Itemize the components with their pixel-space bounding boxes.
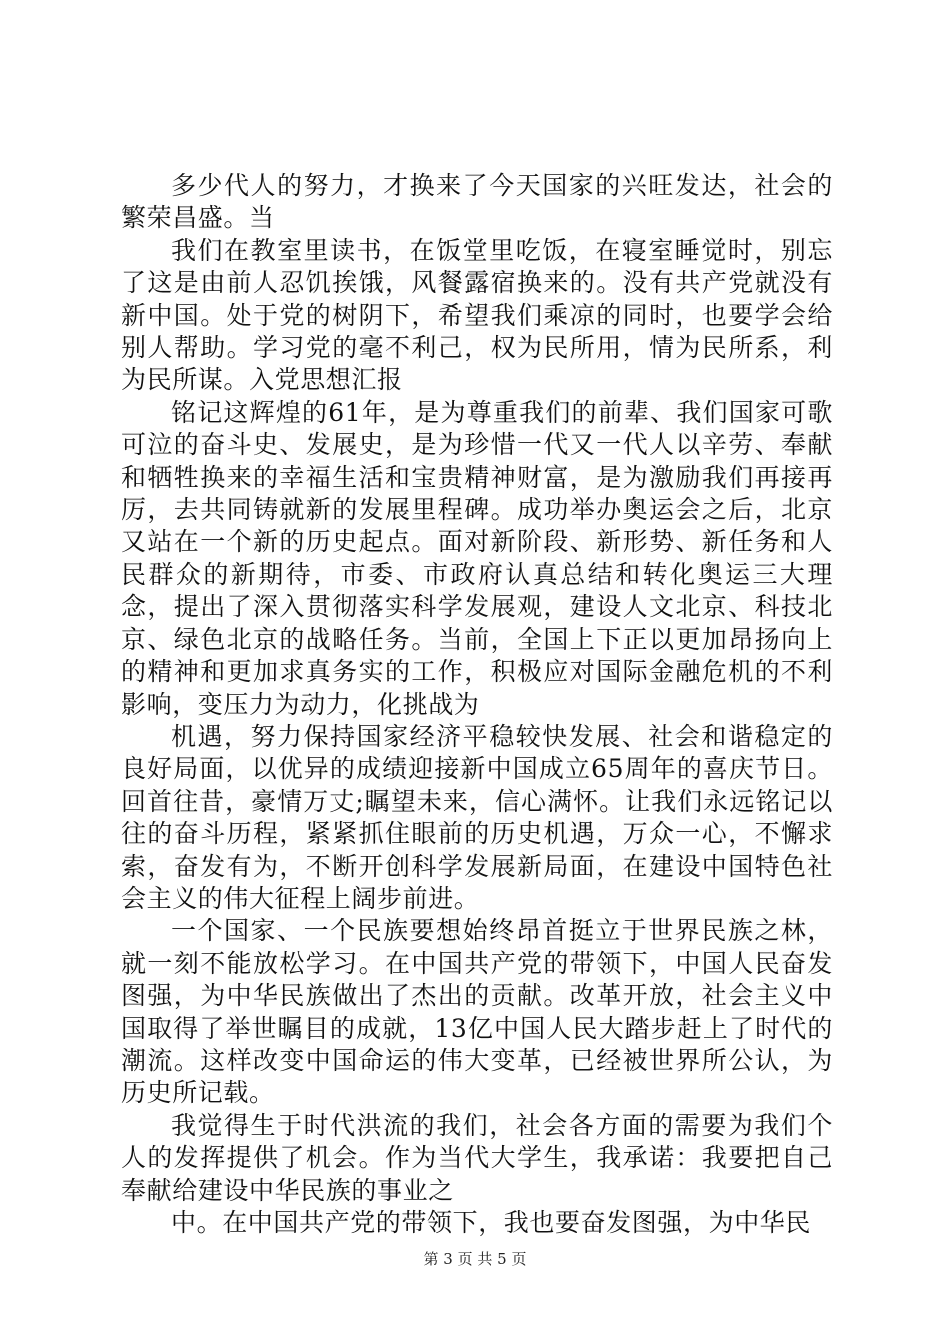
paragraph: 机遇，努力保持国家经济平稳较快发展、社会和谐稳定的良好局面，以优异的成绩迎接新中国成立65周年的喜庆节日。回首往昔，豪情万丈;瞩望未来，信心满怀。让我们永远铭记以往的奋斗历程，紧紧抓住眼前的历史机遇，万众一心，不懈求索，奋发有为，不断开创科学发展新局面，在建设中国特色社会主义的伟大征程上阔步前进。: [121, 721, 833, 913]
paragraph: 多少代人的努力，才换来了今天国家的兴旺发达，社会的繁荣昌盛。当: [121, 171, 833, 233]
paragraph: 我们在教室里读书，在饭堂里吃饭，在寝室睡觉时，别忘了这是由前人忍饥挨饿，风餐露宿换来的。没有共产党就没有新中国。处于党的树阴下，希望我们乘凉的同时，也要学会给别人帮助。学习党的毫不利己，权为民所用，情为民所系，利为民所谋。入党思想汇报: [121, 235, 833, 395]
paragraph: 中。在中国共产党的带领下，我也要奋发图强，为中华民: [171, 1208, 812, 1237]
paragraph: 一个国家、一个民族要想始终昂首挺立于世界民族之林，就一刻不能放松学习。在中国共产党的带领下，中国人民奋发图强，为中华民族做出了杰出的贡献。改革开放，社会主义中国取得了举世瞩目的成就，13亿中国人民大踏步赶上了时代的潮流。这样改变中国命运的伟大变革，已经被世界所公认，为历史所记载。: [121, 916, 833, 1108]
paragraph: 铭记这辉煌的61年，是为尊重我们的前辈、我们国家可歌可泣的奋斗史、发展史，是为珍惜一代又一代人以辛劳、奉献和牺牲换来的幸福生活和宝贵精神财富，是为激励我们再接再厉，去共同铸就新的发展里程碑。成功举办奥运会之后，北京又站在一个新的历史起点。面对新阶段、新形势、新任务和人民群众的新期待，市委、市政府认真总结和转化奥运三大理念，提出了深入贯彻落实科学发展观，建设人文北京、科技北京、绿色北京的战略任务。当前，全国上下正以更加昂扬向上的精神和更加求真务实的工作，积极应对国际金融危机的不利影响，变压力为动力，化挑战为: [121, 397, 833, 719]
document-body: [121, 170, 833, 1239]
page-number-footer: 第 3 页 共 5 页: [423, 1250, 527, 1268]
paragraph: 我觉得生于时代洪流的我们，社会各方面的需要为我们个人的发挥提供了机会。作为当代大学生，我承诺：我要把自己奉献给建设中华民族的事业之: [121, 1110, 833, 1205]
